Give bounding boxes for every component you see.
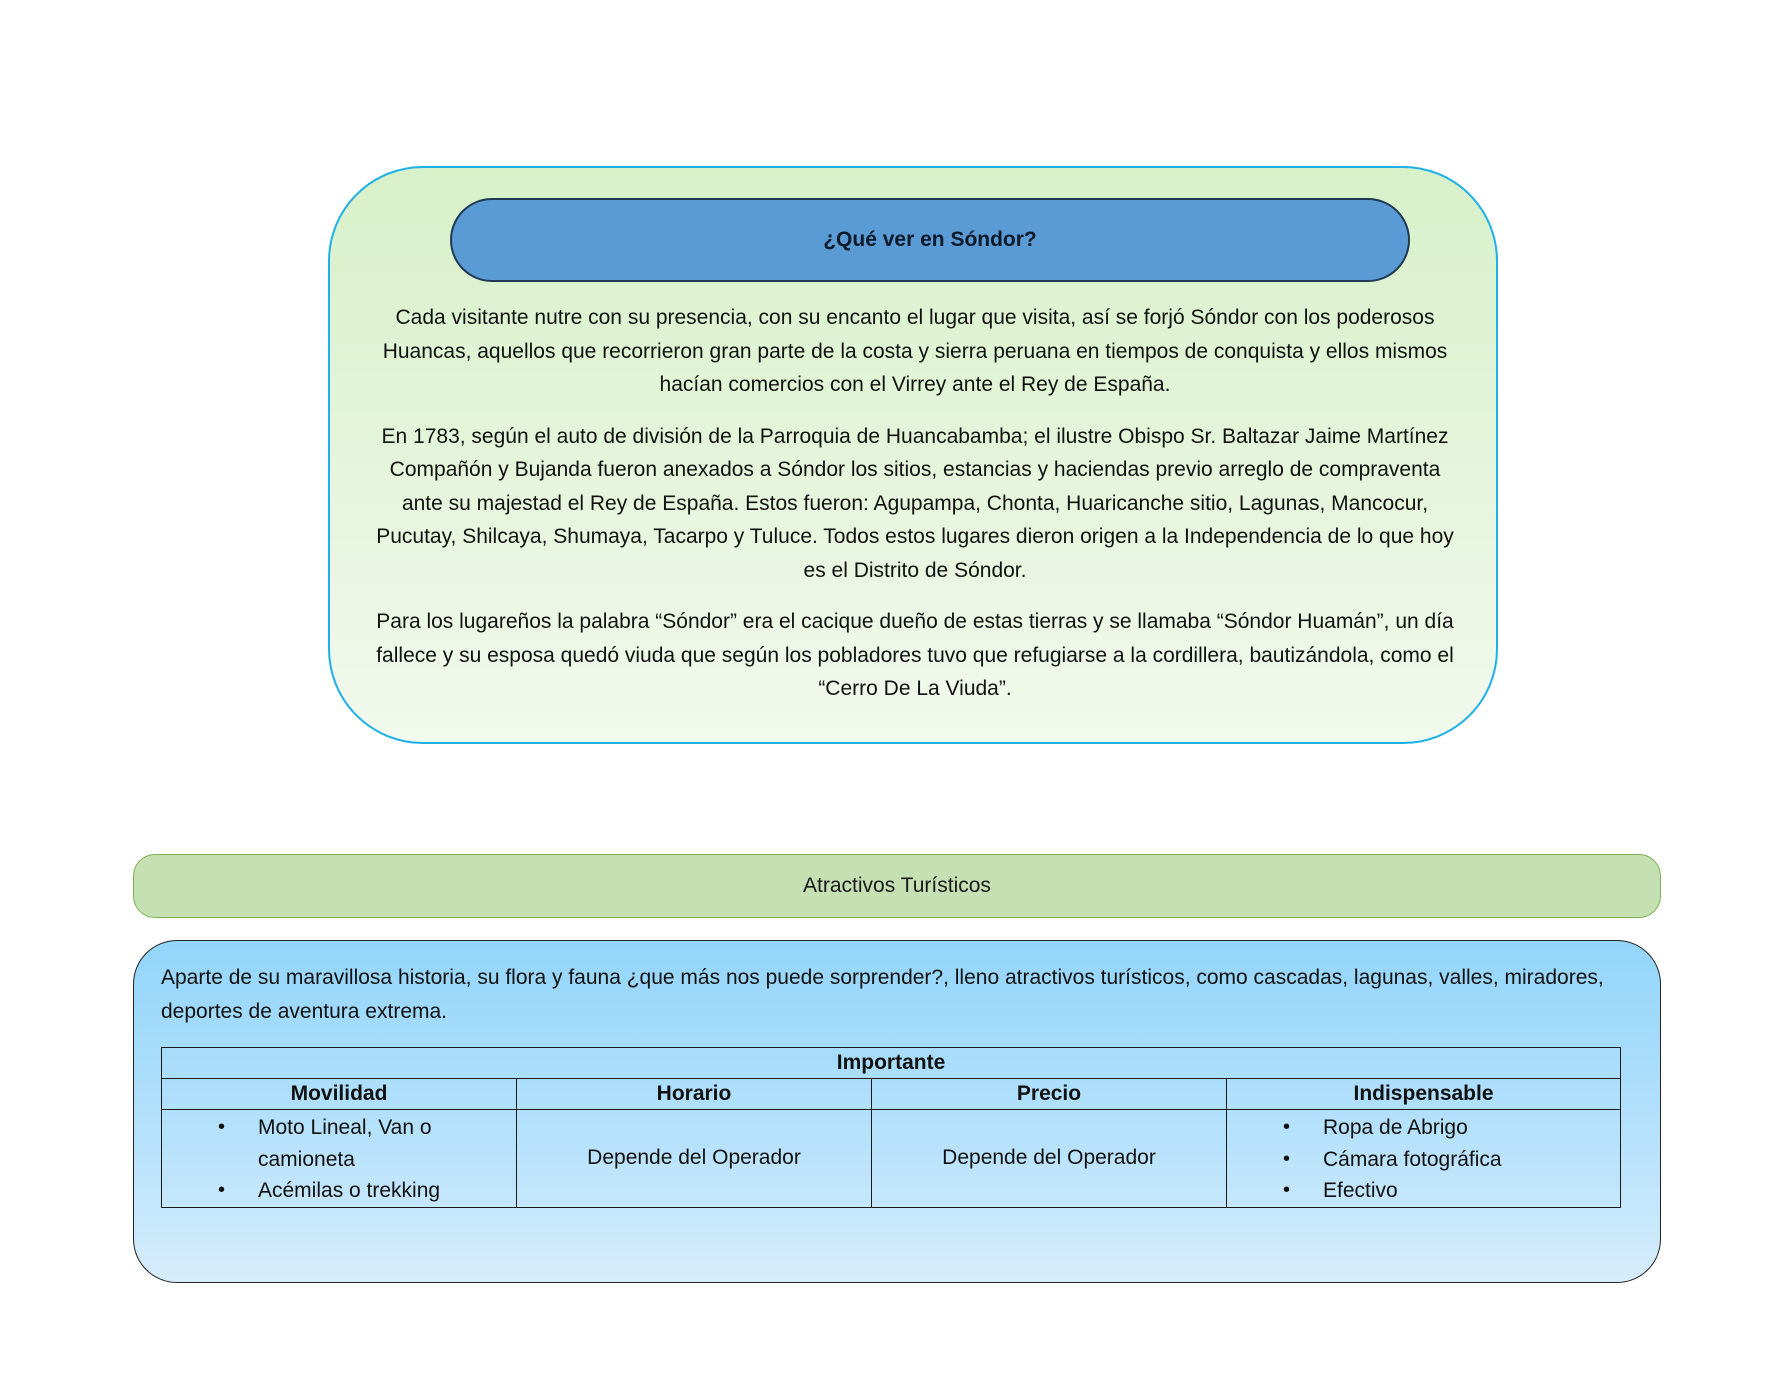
indispensable-list — [1227, 1110, 1620, 1207]
bullet-icon: • — [218, 1116, 226, 1138]
cell-horario: Depende del Operador — [517, 1110, 872, 1208]
bullet-icon: • — [1283, 1116, 1291, 1138]
table-caption-row — [162, 1048, 1621, 1079]
table-caption: Importante — [162, 1048, 1621, 1079]
list-item — [1227, 1144, 1620, 1176]
table-row — [162, 1110, 1621, 1208]
movilidad-item-1: Moto Lineal, Van o camioneta — [258, 1116, 432, 1171]
bullet-icon: • — [218, 1179, 226, 1201]
info-table — [161, 1047, 1621, 1208]
intro-text — [370, 301, 1460, 724]
attractions-panel — [133, 940, 1661, 1283]
attractions-heading: Atractivos Turísticos — [133, 854, 1661, 918]
movilidad-item-2: Acémilas o trekking — [258, 1179, 441, 1202]
cell-indispensable — [1227, 1110, 1621, 1208]
bullet-icon: • — [1283, 1147, 1291, 1170]
attractions-intro: Aparte de su maravillosa historia, su flora y fauna ¿que más nos puede sorprender?, lleno atractivos turísticos, como cascadas, lagunas, valles, miradores, deportes de aventura extrema. — [161, 966, 1604, 1023]
table-header-row — [162, 1079, 1621, 1110]
indispensable-item-3: Efectivo — [1323, 1179, 1398, 1202]
list-item — [162, 1112, 516, 1175]
cell-movilidad — [162, 1110, 517, 1208]
intro-paragraph-2: En 1783, según el auto de división de la Parroquia de Huancabamba; el ilustre Obispo Sr. Baltazar Jaime Martínez Compañón y Bujanda fueron anexados a Sóndor los sitios, estancias y haciendas previo arreglo de compraventa ante su majestad el Rey de España. Estos fueron: Agupampa, Chonta, Huaricanche sitio, Lagunas, Mancocur, Pucutay, Shilcaya, Shumaya, Tacarpo y Tuluce. Todos estos lugares dieron origen a la Independencia de lo que hoy es el Distrito de Sóndor. — [376, 424, 1454, 582]
bullet-icon: • — [1283, 1179, 1291, 1201]
intro-panel — [328, 166, 1498, 744]
header-precio: Precio — [872, 1079, 1227, 1110]
intro-title: ¿Qué ver en Sóndor? — [450, 198, 1410, 282]
header-horario: Horario — [517, 1079, 872, 1110]
indispensable-item-2: Cámara fotográfica — [1323, 1147, 1502, 1171]
movilidad-list — [162, 1110, 516, 1207]
header-indispensable: Indispensable — [1227, 1079, 1621, 1110]
intro-paragraph-3: Para los lugareños la palabra “Sóndor” era el cacique dueño de estas tierras y se llamaba “Sóndor Huamán”, un día fallece y su esposa quedó viuda que según los pobladores tuvo que refugiarse a la cordillera, bautizándola, como el “Cerro De La Viuda”. — [376, 610, 1454, 700]
header-movilidad: Movilidad — [162, 1079, 517, 1110]
intro-paragraph-1: Cada visitante nutre con su presencia, con su encanto el lugar que visita, así se forjó Sóndor con los poderosos Huancas, aquellos que recorrieron gran parte de la costa y sierra peruana en tiempos de conquista y ellos mismos hacían comercios con el Virrey ante el Rey de España. — [382, 306, 1448, 396]
list-item — [1227, 1175, 1620, 1207]
list-item — [162, 1175, 516, 1207]
list-item — [1227, 1112, 1620, 1144]
indispensable-item-1: Ropa de Abrigo — [1323, 1116, 1468, 1139]
cell-precio: Depende del Operador — [872, 1110, 1227, 1208]
